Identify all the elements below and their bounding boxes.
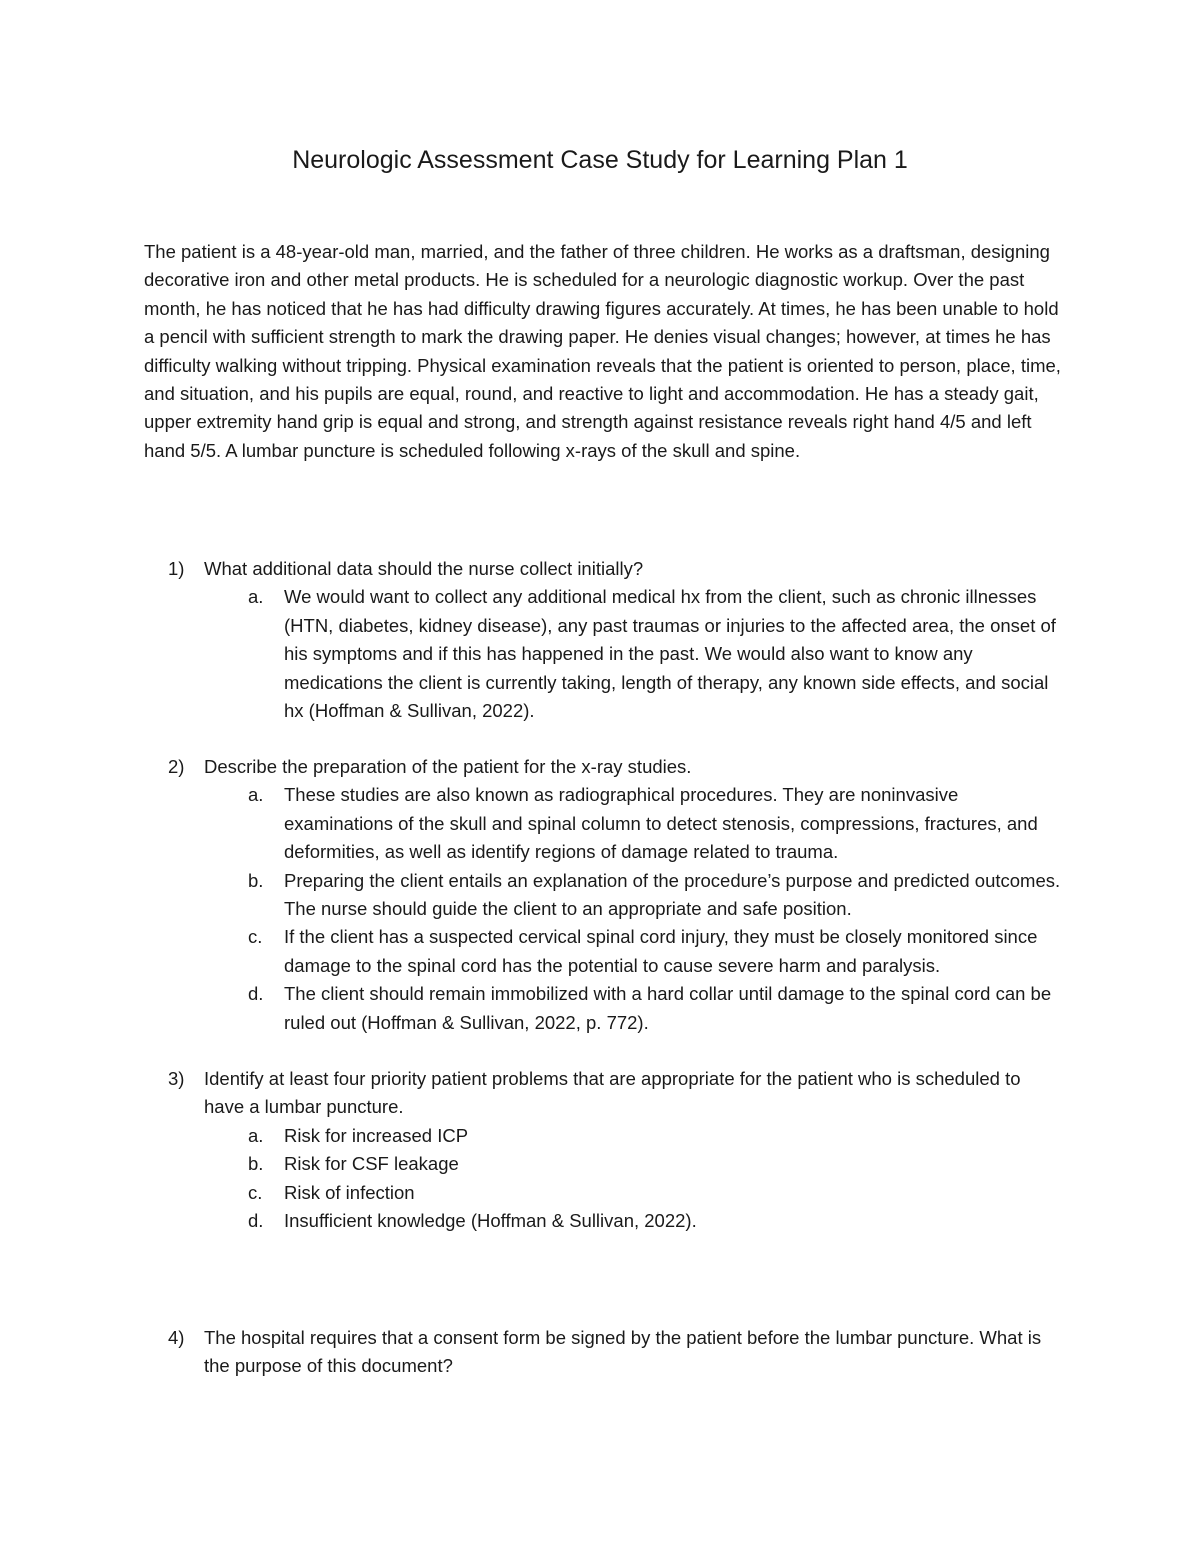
question-4-prompt [144,1324,1064,1381]
answer-letter: a. [248,586,264,608]
answer-letter: a. [248,1124,264,1146]
question-2-prompt [144,753,1064,781]
question-1-prompt [144,555,1064,583]
question-1 [144,555,1064,725]
answer-text: Insufficient knowledge (Hoffman & Sullivan, 2022). [284,1210,697,1232]
answer-item [144,980,1064,1037]
answer-text: The client should remain immobilized with a hard collar until damage to the spinal cord can be ruled out (Hoffman & Sullivan, 2022, p. 772). [284,983,1052,1033]
case-description: The patient is a 48-year-old man, married, and the father of three children. He works as a draftsman, designing decorative iron and other metal products. He is scheduled for a neurologic diagnostic workup. Over the past month, he has noticed that he has had difficulty drawing figures accurately. At times, he has been unable to hold a pencil with sufficient strength to mark the drawing paper. He denies visual changes; however, at times he has difficulty walking without tripping. Physical examination reveals that the patient is oriented to person, place, time, and situation, and his pupils are equal, round, and reactive to light and accommodation. He has a steady gait, upper extremity hand grip is equal and strong, and strength against resistance reveals right hand 4/5 and left hand 5/5. A lumbar puncture is scheduled following x-rays of the skull and spine. [144,241,1061,461]
answer-item [144,1122,1064,1150]
question-text: Describe the preparation of the patient for the x-ray studies. [204,756,692,777]
question-4 [144,1324,1064,1381]
answer-item [144,1150,1064,1178]
answer-item [144,923,1064,980]
document-title: Neurologic Assessment Case Study for Learning Plan 1 [292,146,908,174]
answer-list [144,583,1064,725]
question-text: Identify at least four priority patient problems that are appropriate for the patient who is scheduled to have a lumbar puncture. [204,1068,1021,1118]
answer-item [144,583,1064,725]
answer-item [144,1179,1064,1207]
answer-list [144,1122,1064,1236]
answer-letter: a. [248,784,264,806]
answer-letter: b. [248,1153,264,1175]
answer-text: If the client has a suspected cervical spinal cord injury, they must be closely monitored since damage to the spinal cord has the potential to cause severe harm and paralysis. [284,926,1038,976]
answer-letter: b. [248,869,264,891]
answer-text: Risk of infection [284,1181,415,1203]
question-text: What additional data should the nurse collect initially? [204,558,644,579]
answer-text: These studies are also known as radiographical procedures. They are noninvasive examinations of the skull and spinal column to detect stenosis, compressions, fractures, and deformities, as well as identify regions of damage related to trauma. [284,784,1038,863]
answer-text: Risk for increased ICP [284,1124,469,1146]
answer-item [144,867,1064,924]
answer-letter: d. [248,1210,264,1232]
question-3 [144,1065,1064,1235]
question-number: 2) [168,756,185,777]
answer-letter: c. [248,926,263,948]
question-number: 4) [168,1327,185,1348]
answer-item [144,1207,1064,1235]
question-number: 1) [168,558,185,579]
question-text: The hospital requires that a consent form be signed by the patient before the lumbar puncture. What is the purpose of this document? [204,1327,1042,1377]
answer-letter: c. [248,1181,263,1203]
answer-letter: d. [248,983,264,1005]
answer-item [144,781,1064,866]
answer-list [144,781,1064,1037]
question-3-prompt [144,1065,1064,1122]
answer-text: Preparing the client entails an explanation of the procedure’s purpose and predicted outcomes. The nurse should guide the client to an appropriate and safe position. [284,869,1061,920]
question-number: 3) [168,1068,185,1089]
question-2 [144,753,1064,1037]
answer-text: Risk for CSF leakage [284,1153,459,1175]
answer-text: We would want to collect any additional medical hx from the client, such as chronic illnesses (HTN, diabetes, kidney disease), any past traumas or injuries to the affected area, the onset of his symptoms and if this has happened in the past. We would also want to know any medications the client is currently taking, length of therapy, any known side effects, and social hx (Hoffman & Sullivan, 2022). [284,586,1056,722]
